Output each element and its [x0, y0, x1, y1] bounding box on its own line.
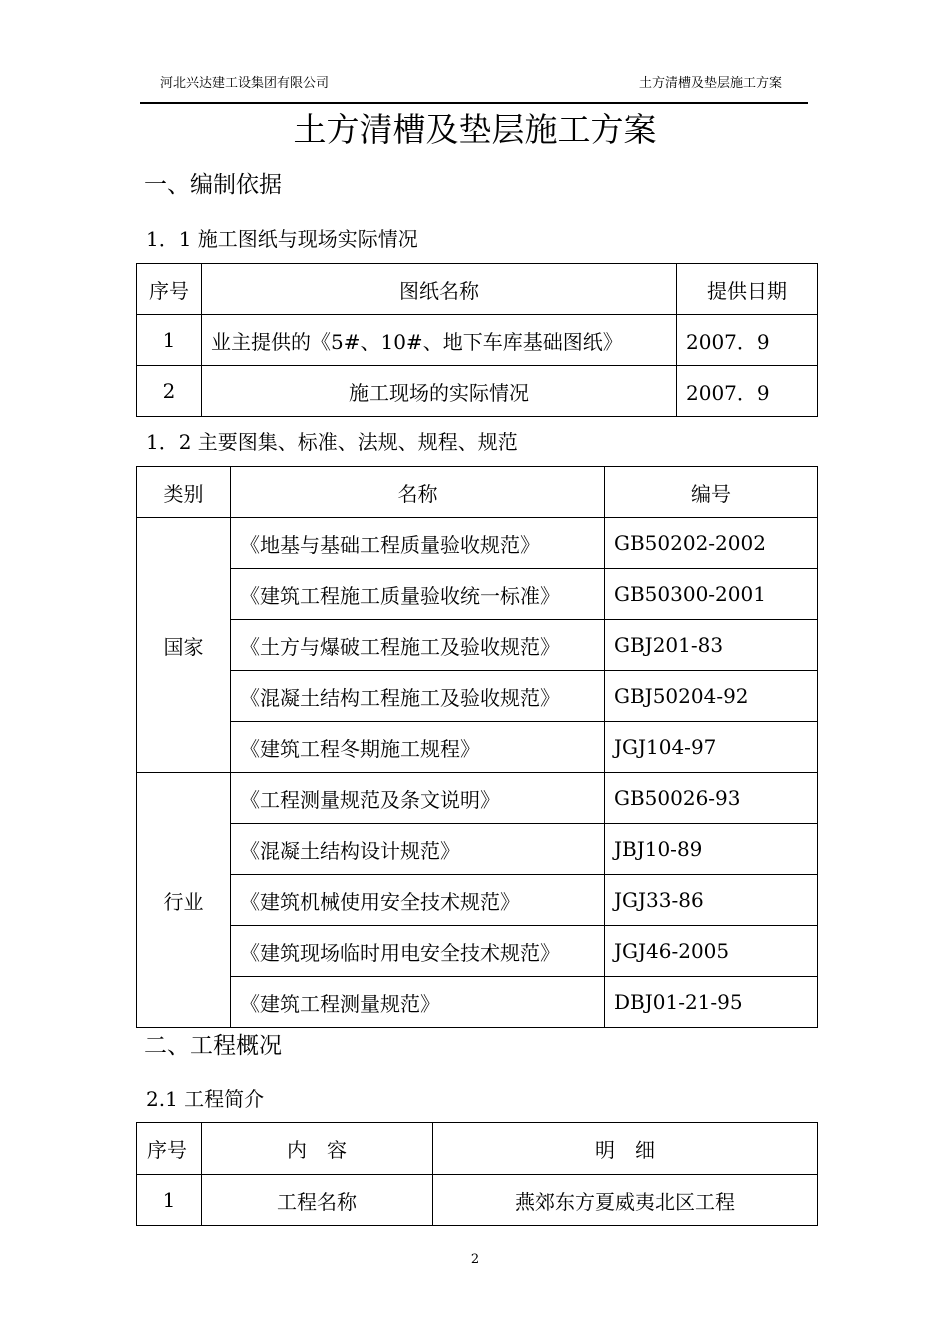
header-cell: 序号 — [137, 264, 202, 315]
table-row — [137, 722, 818, 773]
standard-name: 《工程测量规范及条文说明》 — [231, 773, 605, 824]
table-row — [137, 977, 818, 1028]
standard-code: JGJ46-2005 — [605, 926, 818, 977]
header-cell: 类别 — [137, 467, 231, 518]
header-cell: 内 容 — [202, 1123, 433, 1175]
table-cell: 工程名称 — [202, 1175, 433, 1226]
section2-heading: 二、工程概况 — [144, 1033, 282, 1059]
table-row — [137, 926, 818, 977]
standard-name: 《建筑工程测量规范》 — [231, 977, 605, 1028]
standard-code: GBJ201-83 — [605, 620, 818, 671]
standard-code: GBJ50204-92 — [605, 671, 818, 722]
page-header-company: 河北兴达建工设集团有限公司 — [160, 76, 330, 91]
table-row — [137, 1175, 818, 1226]
standard-name: 《建筑工程冬期施工规程》 — [231, 722, 605, 773]
table-row — [137, 518, 818, 569]
section1-1-heading: 1．1 施工图纸与现场实际情况 — [146, 227, 418, 251]
category-cell: 行业 — [137, 773, 231, 1028]
table-row — [137, 671, 818, 722]
standard-code: GB50202-2002 — [605, 518, 818, 569]
drawings-table — [136, 263, 818, 417]
table-row — [137, 315, 818, 366]
table-cell: 2 — [137, 366, 202, 417]
section1-2-heading: 1．2 主要图集、标准、法规、规程、规范 — [146, 430, 518, 454]
standards-table — [136, 466, 818, 1028]
header-cell: 明 细 — [433, 1123, 818, 1175]
page-header-doc-title: 土方清槽及垫层施工方案 — [638, 76, 782, 91]
table-row — [137, 569, 818, 620]
table-cell: 1 — [137, 315, 202, 366]
table-row — [137, 620, 818, 671]
standard-name: 《建筑机械使用安全技术规范》 — [231, 875, 605, 926]
page-number: 2 — [470, 1252, 480, 1267]
table-row — [137, 773, 818, 824]
standard-code: JGJ104-97 — [605, 722, 818, 773]
standard-code: JBJ10-89 — [605, 824, 818, 875]
standard-code: JGJ33-86 — [605, 875, 818, 926]
table-cell: 1 — [137, 1175, 202, 1226]
header-cell: 编号 — [605, 467, 818, 518]
standard-name: 《建筑现场临时用电安全技术规范》 — [231, 926, 605, 977]
standard-code: GB50026-93 — [605, 773, 818, 824]
section1-heading: 一、编制依据 — [144, 172, 282, 198]
category-cell: 国家 — [137, 518, 231, 773]
project-overview-table — [136, 1122, 818, 1226]
standard-name: 《混凝土结构工程施工及验收规范》 — [231, 671, 605, 722]
header-cell: 名称 — [231, 467, 605, 518]
standard-name: 《地基与基础工程质量验收规范》 — [231, 518, 605, 569]
standard-code: GB50300-2001 — [605, 569, 818, 620]
document-title: 土方清槽及垫层施工方案 — [293, 110, 657, 149]
table-cell: 燕郊东方夏威夷北区工程 — [433, 1175, 818, 1226]
table-header-row — [137, 1123, 818, 1175]
table-cell: 施工现场的实际情况 — [202, 366, 677, 417]
standard-name: 《土方与爆破工程施工及验收规范》 — [231, 620, 605, 671]
table-cell: 2007．9 — [677, 366, 818, 417]
table-row — [137, 366, 818, 417]
table-cell: 2007．9 — [677, 315, 818, 366]
standard-name: 《混凝土结构设计规范》 — [231, 824, 605, 875]
table-row — [137, 824, 818, 875]
table-row — [137, 875, 818, 926]
header-cell: 序号 — [137, 1123, 202, 1175]
section2-1-heading: 2.1 工程简介 — [146, 1087, 265, 1111]
standard-code: DBJ01-21-95 — [605, 977, 818, 1028]
table-header-row — [137, 467, 818, 518]
table-cell: 业主提供的《5#、10#、地下车库基础图纸》 — [202, 315, 677, 366]
standard-name: 《建筑工程施工质量验收统一标准》 — [231, 569, 605, 620]
table-header-row — [137, 264, 818, 315]
header-cell: 图纸名称 — [202, 264, 677, 315]
header-cell: 提供日期 — [677, 264, 818, 315]
